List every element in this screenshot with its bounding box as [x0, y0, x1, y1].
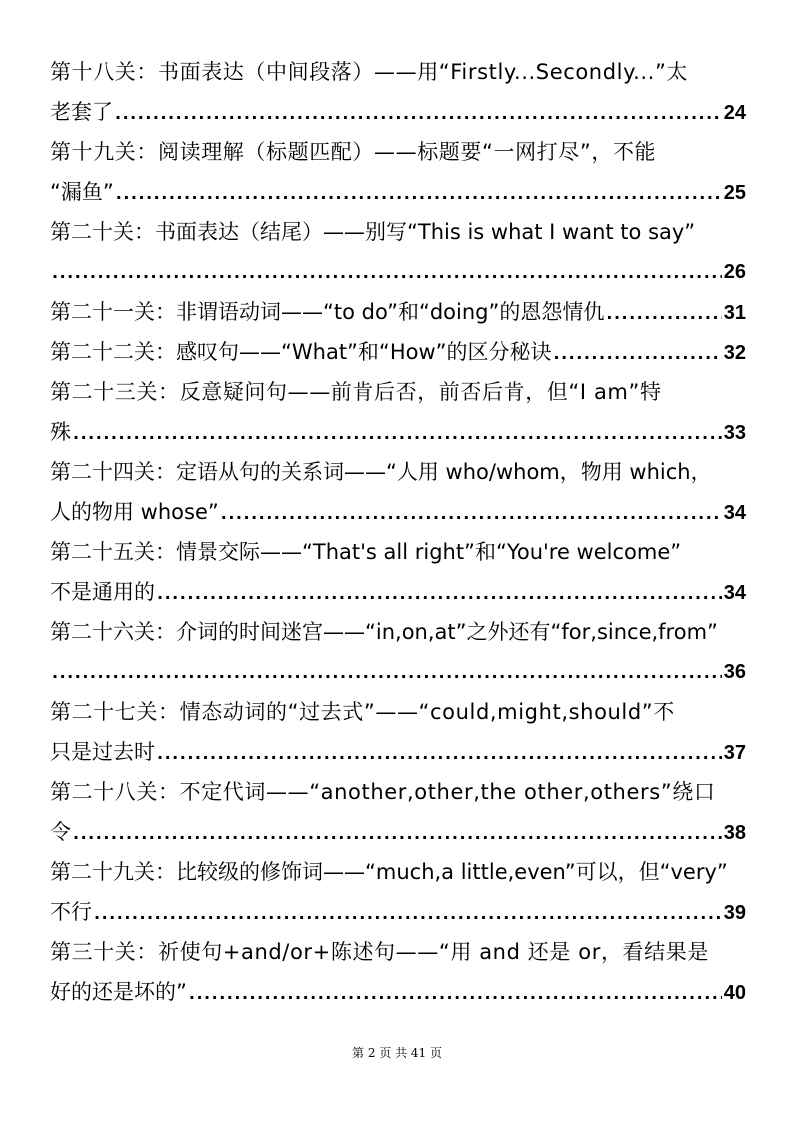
dot-leader: [94, 894, 722, 932]
toc-page-number: 39: [723, 902, 746, 924]
dot-leader: [221, 494, 722, 532]
dot-leader: [606, 294, 721, 332]
toc-page-number: 31: [723, 302, 746, 324]
toc-entry-title-cont: “漏鱼”: [50, 180, 114, 204]
toc-entry-26-line2[interactable]: [50, 652, 746, 692]
toc-entry-25-line1: [50, 532, 746, 572]
toc-entry-20-line2[interactable]: [50, 252, 746, 292]
toc-entry-title-cont: 殊: [50, 420, 71, 444]
toc-entry-title-cont: 人的物用 whose”: [50, 500, 219, 524]
toc-entry-28-line2[interactable]: [50, 812, 746, 852]
toc-entry-title: 第二十六关：介词的时间迷宫——“in,on,at”之外还有“for,since,from”: [50, 620, 718, 644]
toc-entry-title-cont: 好的还是坏的”: [50, 980, 187, 1004]
toc-entry-25-line2[interactable]: [50, 572, 746, 612]
toc-entry-title: 第二十八关：不定代词——“another,other,the other,others”绕口: [50, 780, 716, 804]
toc-entry-title: 第十九关：阅读理解（标题匹配）——标题要“一网打尽”，不能: [50, 140, 657, 164]
dot-leader: [554, 334, 722, 372]
dot-leader: [157, 734, 722, 772]
toc-entry-19-line1: [50, 132, 746, 172]
toc-page-number: 24: [723, 102, 746, 124]
dot-leader: [73, 814, 722, 852]
dot-leader: [116, 174, 722, 212]
toc-entry-title: 第二十九关：比较级的修饰词——“much,a little,even”可以，但“very”: [50, 860, 728, 884]
toc-page-number: 26: [723, 261, 746, 283]
toc-entry-23-line2[interactable]: [50, 412, 746, 452]
toc-entry-title: 第二十五关：情景交际——“That's all right”和“You're welcome”: [50, 540, 682, 564]
toc-entry-23-line1: [50, 372, 746, 412]
toc-entry-title: 第十八关：书面表达（中间段落）——用“Firstly...Secondly...”太: [50, 60, 689, 84]
dot-leader: [157, 574, 722, 612]
toc-entry-title: 第二十关：书面表达（结尾）——别写“This is what I want to say”: [50, 220, 696, 244]
toc-entry-26-line1: [50, 612, 746, 652]
toc-entry-29-line2[interactable]: [50, 892, 746, 932]
toc-page-number: 34: [723, 582, 746, 604]
toc-entry-title: 第三十关：祈使句+and/or+陈述句——“用 and 还是 or，看结果是: [50, 940, 709, 964]
toc-entry-title-cont: 只是过去时: [50, 740, 155, 764]
toc-entry-27-line1: [50, 692, 746, 732]
toc-entry-18-line2[interactable]: [50, 92, 746, 132]
toc-entry-29-line1: [50, 852, 746, 892]
dot-leader: [115, 94, 722, 132]
toc-entry-title-cont: 不是通用的: [50, 580, 155, 604]
table-of-contents: [50, 52, 746, 1012]
toc-page-number: 40: [723, 982, 746, 1004]
toc-entry-title-cont: 令: [50, 820, 71, 844]
toc-entry-title: 第二十二关：感叹句——“What”和“How”的区分秘诀: [50, 340, 552, 364]
toc-page-number: 34: [723, 502, 746, 524]
toc-page-number: 36: [723, 661, 746, 683]
dot-leader: [52, 253, 722, 292]
toc-entry-21[interactable]: [50, 292, 746, 332]
toc-page-number: 37: [723, 742, 746, 764]
toc-page-number: 32: [723, 342, 746, 364]
toc-entry-title-cont: 老套了: [50, 100, 113, 124]
toc-entry-title: 第二十一关：非谓语动词——“to do”和“doing”的恩怨情仇: [50, 300, 605, 324]
toc-entry-30-line2[interactable]: [50, 972, 746, 1012]
toc-entry-19-line2[interactable]: [50, 172, 746, 212]
dot-leader: [73, 414, 722, 452]
toc-entry-24-line2[interactable]: [50, 492, 746, 532]
toc-entry-28-line1: [50, 772, 746, 812]
toc-entry-30-line1: [50, 932, 746, 972]
toc-entry-18-line1: [50, 52, 746, 92]
toc-entry-title: 第二十七关：情态动词的“过去式”——“could,might,should”不: [50, 700, 675, 724]
toc-entry-24-line1: [50, 452, 746, 492]
toc-entry-22[interactable]: [50, 332, 746, 372]
toc-entry-20-line1: [50, 212, 746, 252]
toc-page-number: 33: [723, 422, 746, 444]
dot-leader: [52, 653, 722, 692]
dot-leader: [189, 974, 722, 1012]
toc-entry-title: 第二十四关：定语从句的关系词——“人用 who/whom，物用 which，: [50, 460, 712, 484]
toc-page-number: 25: [723, 182, 746, 204]
toc-entry-title: 第二十三关：反意疑问句——前肯后否，前否后肯，但“I am”特: [50, 380, 662, 404]
toc-entry-title-cont: 不行: [50, 900, 92, 924]
toc-entry-27-line2[interactable]: [50, 732, 746, 772]
toc-page-number: 38: [723, 822, 746, 844]
page-footer: 第 2 页 共 41 页: [352, 1046, 442, 1060]
